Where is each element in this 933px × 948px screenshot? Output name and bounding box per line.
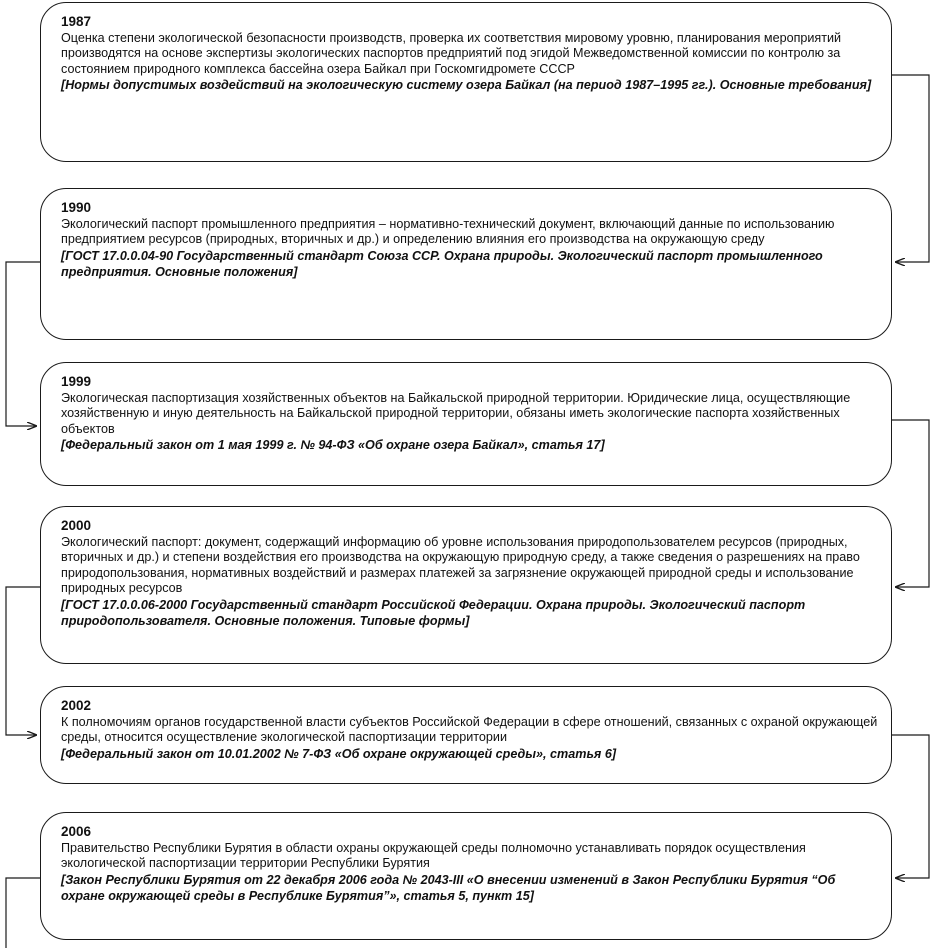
timeline-entry-1987 <box>40 2 892 162</box>
timeline-entry-2002 <box>40 686 892 784</box>
entry-source: [Федеральный закон от 1 мая 1999 г. № 94-ФЗ «Об охране озера Байкал», статья 17] <box>61 438 605 453</box>
entry-year: 2006 <box>61 824 92 839</box>
entry-source: [Нормы допустимых воздействий на экологическую систему озера Байкал (на период 1987–1995 гг.). Основные требования] <box>61 78 872 93</box>
connector-2006-next <box>6 878 40 948</box>
entry-source: [ГОСТ 17.0.0.06-2000 Государственный стандарт Российской Федерации. Охрана природы. Экологический паспорт природопользователя. Основные положения. Типовые формы] <box>61 597 806 629</box>
timeline-entry-1990 <box>40 188 892 340</box>
timeline-entry-2000 <box>40 506 892 664</box>
connector-2000-2002 <box>6 587 40 735</box>
entry-description: Правительство Республики Бурятия в области охраны окружающей среды полномочно устанавливать порядок осуществления экологической паспортизации территории Республики Бурятия <box>61 841 806 871</box>
timeline-entry-1999 <box>40 362 892 486</box>
entry-year: 2002 <box>61 698 92 713</box>
entry-year: 1999 <box>61 374 92 389</box>
entry-description: Экологическая паспортизация хозяйственных объектов на Байкальской природной территории. Юридические лица, осуществляющие хозяйственную и иную деятельность на Байкальской природной территории, обязаны иметь экологические паспорта хозяйственных объектов <box>61 391 851 436</box>
connector-1999-2000 <box>892 420 929 587</box>
entry-year: 1987 <box>61 14 92 29</box>
connector-1990-1999 <box>6 262 40 426</box>
entry-source: [Федеральный закон от 10.01.2002 № 7-ФЗ «Об охране окружающей среды», статья 6] <box>61 746 617 761</box>
entry-description: Экологический паспорт промышленного предприятия – нормативно-технический документ, включающий данные по использованию предприятием ресурсов (природных, вторичных и др.) и определению влияния его производства на окружающую среду <box>61 217 835 247</box>
connector-1987-1990 <box>892 75 929 262</box>
entry-year: 2000 <box>61 518 92 533</box>
entry-source: [Закон Республики Бурятия от 22 декабря 2006 года № 2043-III «О внесении изменений в Закон Республики Бурятия “Об охране окружающей среды в Республике Бурятия”», статья 5, пункт 15] <box>61 872 836 904</box>
entry-description: Экологический паспорт: документ, содержащий информацию об уровне использования природопользователем ресурсов (природных, вторичных и др.) и степени воздействия его производства на окружающую природную среду, а также сведения о разрешениях на право природопользования, нормативных воздействий и размерах платежей за загрязнение окружающей природной среды и использование природных ресурсов <box>61 535 860 596</box>
connector-2002-2006 <box>892 735 929 878</box>
entry-description: К полномочиям органов государственной власти субъектов Российской Федерации в сфере отношений, связанных с охраной окружающей среды, относится осуществление экологической паспортизации территории <box>61 715 878 745</box>
entry-year: 1990 <box>61 200 92 215</box>
entry-description: Оценка степени экологической безопасности производств, проверка их соответствия мировому уровню, планирования мероприятий производятся на основе экспертизы экологических паспортов предприятий под эгидой Межведомственной комиссии по контролю за состоянием природного комплекса бассейна озера Байкал при Госкомгидромете СССР <box>61 31 842 76</box>
timeline-entry-2006 <box>40 812 892 940</box>
entry-source: [ГОСТ 17.0.0.04-90 Государственный стандарт Союза ССР. Охрана природы. Экологический паспорт промышленного предприятия. Основные положения] <box>61 248 823 280</box>
